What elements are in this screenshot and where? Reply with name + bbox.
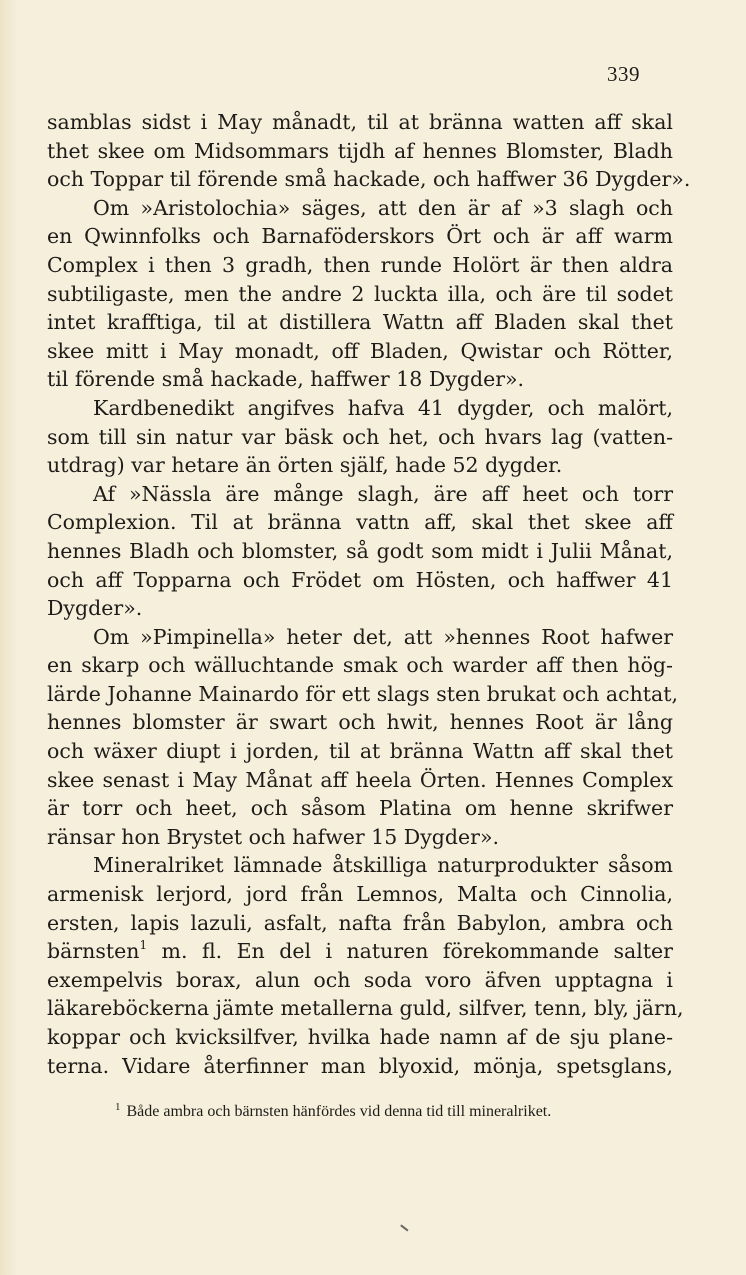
text-line: Complexion. Til at bränna vattn aff, skal thet skee aff [47,510,673,535]
text-line: hennes blomster är swart och hwit, hennes Root är lång [47,710,673,735]
text-line: och Toppar til förende små hackade, och haffwer 36 Dygder». [47,167,691,192]
page-number: 339 [607,62,640,86]
footnote-anchor-word: bärnsten [47,939,140,964]
paragraph-start-line: Af »Nässla äre månge slagh, äre aff heet och torr [93,481,673,506]
text-line: Dygder». [47,596,143,621]
text-line: subtiligaste, men the andre 2 luckta illa, och äre til sodet [47,281,673,306]
text-line: hennes Bladh och blomster, så godt som midt i Julii Månat, [47,538,673,563]
text-line: armenisk lerjord, jord från Lemnos, Malta och Cinnolia, [47,882,673,907]
text-line: koppar och kvicksilfver, hvilka hade namn af de sju plane- [47,1025,673,1049]
text-line: ränsar hon Brystet och hafwer 15 Dygder». [47,824,500,849]
text-line: exempelvis borax, alun och soda voro äfven upptagna i [47,967,673,992]
text-line: samblas sidst i May månadt, til at bränna watten aff skal [47,110,673,134]
text-line-with-footnote [47,937,673,966]
text-line: som till sin natur var bäsk och het, och hvars lag (vatten- [47,424,673,449]
text-line: lärde Johanne Mainardo för ett slags sten brukat och achtat, [47,681,678,706]
text-line: en Qwinnfolks och Barnaföderskors Ört och är aff warm [47,224,673,249]
text-line: skee mitt i May monadt, off Bladen, Qwistar och Rötter, [47,338,673,363]
text-line: terna. Vidare återfinner man blyoxid, mönja, spetsglans, [47,1053,673,1078]
footnote [115,1101,551,1121]
paragraph-start-line: Om »Pimpinella» heter det, att »hennes Root hafwer [93,624,673,649]
footnote-reference[interactable]: 1 [139,938,148,953]
text-line: utdrag) var hetare än örten själf, hade 52 dygder. [47,453,563,478]
footnote-number: 1 [115,1101,121,1113]
stray-pen-mark [400,1224,408,1231]
paragraph-start-line: Mineralriket lämnade åtskilliga naturprodukter såsom [93,853,673,878]
paragraph-start-line: Kardbenedikt angifves hafva 41 dygder, och malört, [93,395,673,420]
line-remainder: m. fl. En del i naturen förekommande salter [161,939,673,964]
text-line: läkareböckerna jämte metallerna guld, silfver, tenn, bly, järn, [47,996,684,1021]
page-edge-shadow [0,0,18,1275]
text-line: thet skee om Midsommars tijdh af hennes Blomster, Bladh [47,138,673,163]
text-line: ersten, lapis lazuli, asfalt, nafta från Babylon, ambra och [47,910,673,935]
text-line: är torr och heet, och såsom Platina om henne skrifwer [47,796,673,821]
footnote-text: Både ambra och bärnsten hänfördes vid denna tid till mineralriket. [126,1103,552,1120]
text-line: och aff Topparna och Frödet om Hösten, och haffwer 41 [47,567,673,592]
text-line: skee senast i May Månat aff heela Örten. Hennes Complex [47,767,673,792]
text-line: Complex i then 3 gradh, then runde Holört är then aldra [47,252,673,277]
text-line: til förende små hackade, haffwer 18 Dygder». [47,367,525,392]
paragraph-start-line: Om »Aristolochia» säges, att den är af »3 slagh och [93,195,673,220]
text-line: intet krafftiga, til at distillera Wattn aff Bladen skal thet [47,310,673,335]
text-line: och wäxer diupt i jorden, til at bränna Wattn aff skal thet [47,739,673,764]
body-text [47,108,691,1080]
text-line: en skarp och wälluchtande smak och warder aff then hög- [47,653,673,678]
